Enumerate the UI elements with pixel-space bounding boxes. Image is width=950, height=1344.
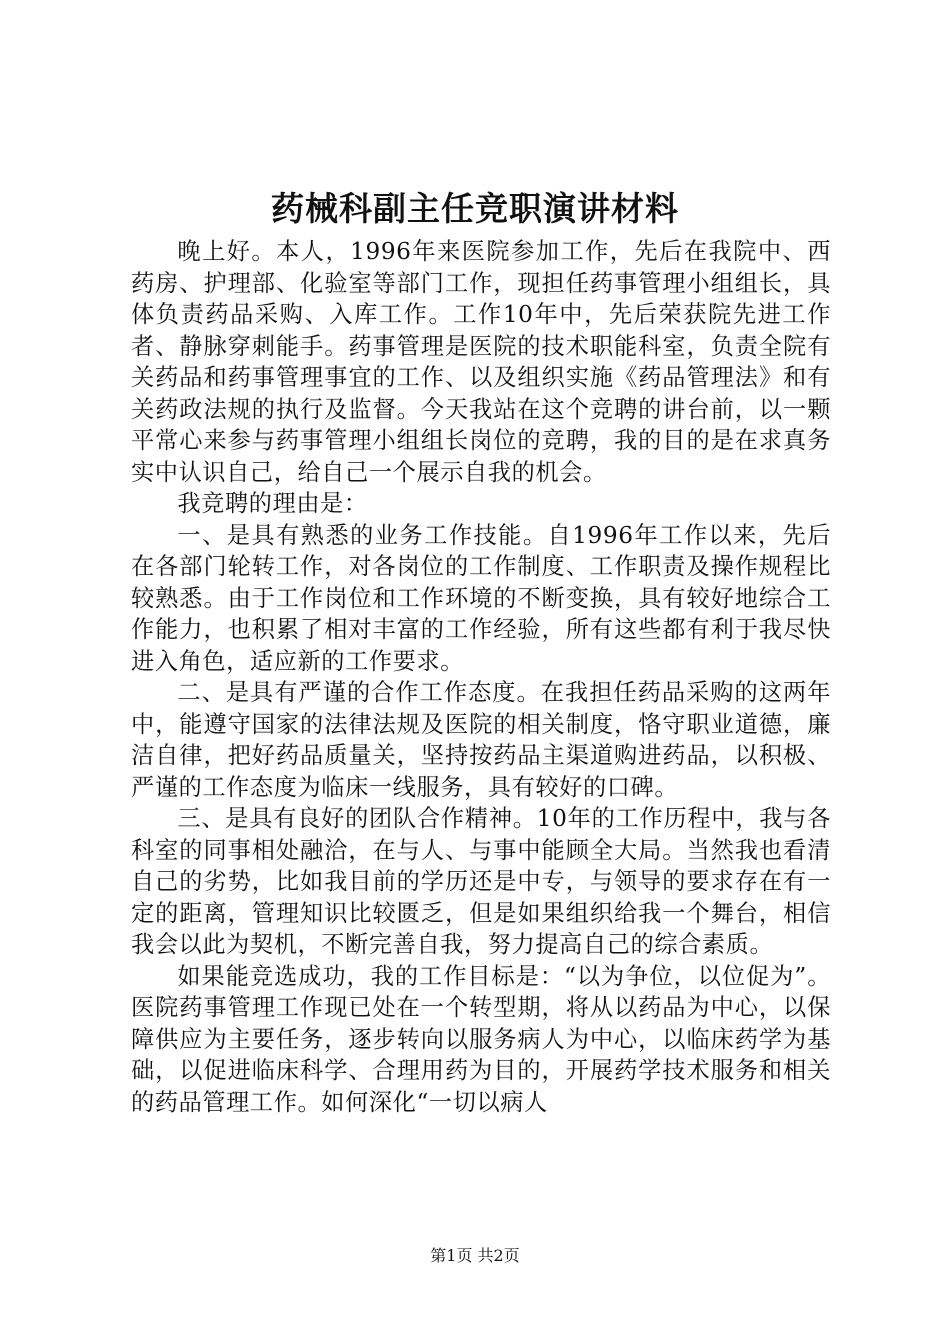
paragraph-reasons-intro: 我竞聘的理由是： [177, 490, 368, 517]
document-body [131, 236, 831, 1118]
page-number-footer: 第1页 共2页 [430, 1246, 520, 1265]
paragraph-reason-two: 二、是具有严谨的合作工作态度。在我担任药品采购的这两年中，能遵守国家的法律法规及医院的相关制度，恪守职业道德，廉洁自律，把好药品质量关，坚持按药品主渠道购进药品，以积极、严谨的工作态度为临床一线服务，具有较好的口碑。 [131, 679, 831, 801]
paragraph-work-goals: 如果能竞选成功，我的工作目标是：“以为争位，以位促为”。医院药事管理工作现已处在一个转型期，将从以药品为中心，以保障供应为主要任务，逐步转向以服务病人为中心，以临床药学为基础，以促进临床科学、合理用药为目的，开展药学技术服务和相关的药品管理工作。如何深化“一切以病人 [131, 962, 831, 1116]
paragraph-greeting: 晚上好。本人，1996年来医院参加工作，先后在我院中、西药房、护理部、化验室等部门工作，现担任药事管理小组组长，具体负责药品采购、入库工作。工作10年中，先后荣获院先进工作者、静脉穿刺能手。药事管理是医院的技术职能科室，负责全院有关药品和药事管理事宜的工作、以及组织实施《药品管理法》和有关药政法规的执行及监督。今天我站在这个竞聘的讲台前，以一颗平常心来参与药事管理小组组长岗位的竞聘，我的目的是在求真务实中认识自己，给自己一个展示自我的机会。 [131, 238, 831, 486]
paragraph-reason-three: 三、是具有良好的团队合作精神。10年的工作历程中，我与各科室的同事相处融洽，在与人、与事中能顾全大局。当然我也看清自己的劣势，比如我目前的学历还是中专，与领导的要求存在有一定的距离，管理知识比较匮乏，但是如果组织给我一个舞台，相信我会以此为契机，不断完善自我，努力提高自己的综合素质。 [131, 805, 831, 958]
document-title: 药械科副主任竞职演讲材料 [271, 189, 679, 228]
paragraph-reason-one: 一、是具有熟悉的业务工作技能。自1996年工作以来，先后在各部门轮转工作，对各岗位的工作制度、工作职责及操作规程比较熟悉。由于工作岗位和工作环境的不断变换，具有较好地综合工作能力，也积累了相对丰富的工作经验，所有这些都有利于我尽快进入角色，适应新的工作要求。 [131, 521, 831, 675]
